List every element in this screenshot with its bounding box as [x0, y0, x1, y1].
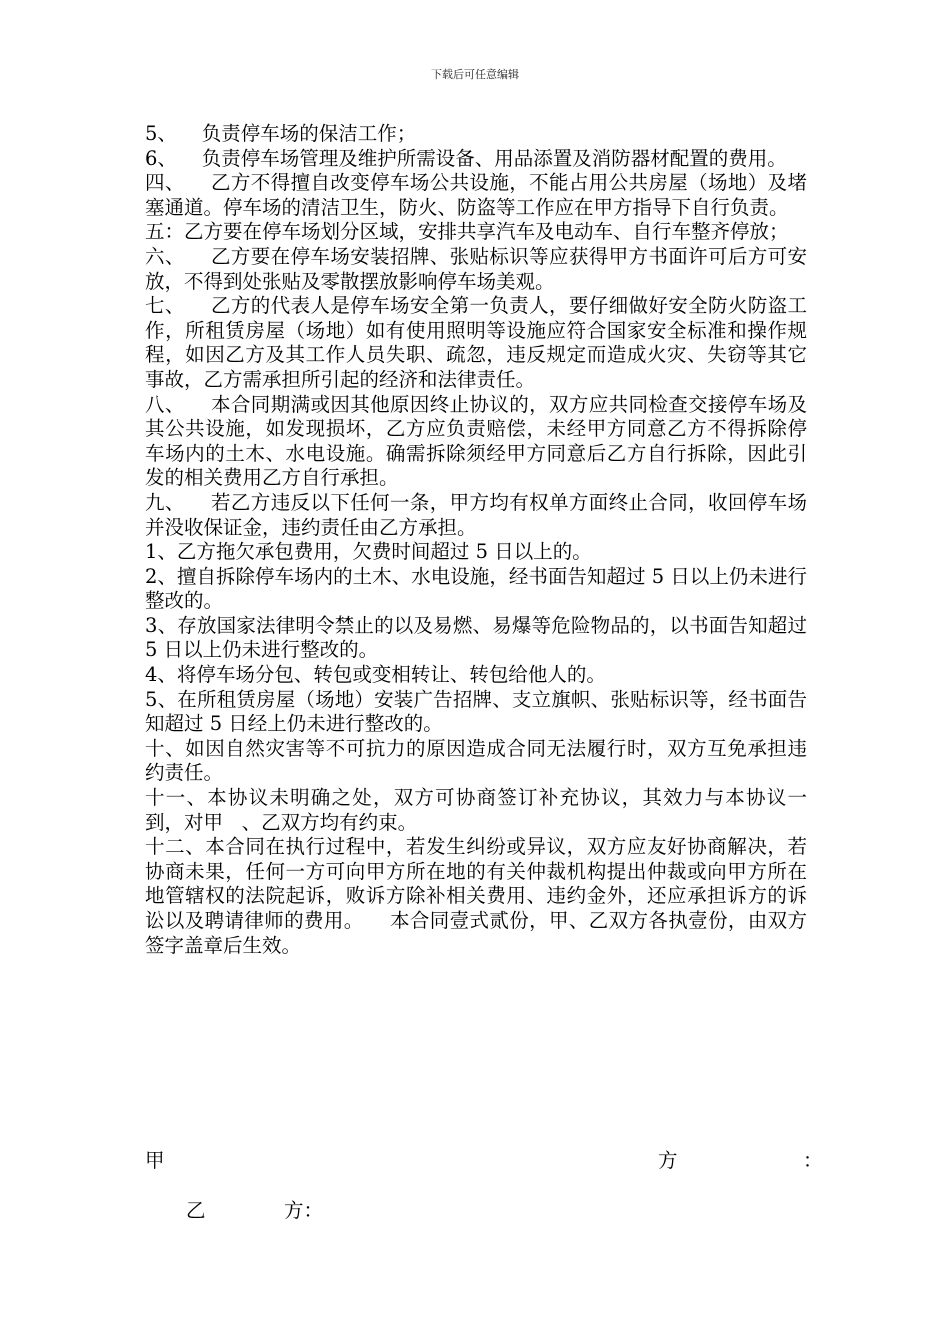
clause-paragraph: 2、擅自拆除停车场内的土木、水电设施，经书面告知超过 5 日以上仍未进行整改的。 [145, 564, 807, 613]
clause-paragraph: 4、将停车场分包、转包或变相转让、转包给他人的。 [145, 663, 606, 687]
party-a-label-char1: 甲 [145, 1149, 165, 1172]
clause-paragraph: 四、 乙方不得擅自改变停车场公共设施，不能占用公共房屋（场地）及堵塞通道。停车场的清洁卫生，防火、防盗等工作应在甲方指导下自行负责。 [145, 171, 807, 219]
clause-paragraph: 5、 负责停车场的保洁工作； [145, 122, 417, 145]
party-a-signature-line [145, 1145, 823, 1175]
clause-paragraph: 6、 负责停车场管理及维护所需设备、用品添置及消防器材配置的费用。 [145, 146, 787, 170]
party-a-label-char2: 方 [658, 1149, 678, 1172]
clause-paragraph: 五：乙方要在停车场划分区域，安排共享汽车及电动车、自行车整齐停放； [145, 220, 789, 244]
clause-paragraph: 5、在所租赁房屋（场地）安装广告招牌、支立旗帜、张贴标识等，经书面告知超过 5 日经上仍未进行整改的。 [145, 687, 807, 736]
clause-paragraph: 九、 若乙方违反以下任何一条，甲方均有权单方面终止合同，收回停车场并没收保证金，违约责任由乙方承担。 [145, 490, 807, 539]
clause-paragraph: 十一、本协议未明确之处，双方可协商签订补充协议，其效力与本协议一到，对甲 、乙双方均有约束。 [145, 786, 807, 834]
clause-paragraph: 六、 乙方要在停车场安装招牌、张贴标识等应获得甲方书面许可后方可安放，不得到处张贴及零散摆放影响停车场美观。 [145, 244, 807, 293]
clause-paragraph: 十二、本合同在执行过程中，若发生纠纷或异议，双方应友好协商解决，若协商未果，任何一方可向甲方所在地的有关仲裁机构提出仲裁或向甲方所在地管辖权的法院起诉，败诉方除补相关费用、违约金外，还应承担诉方的诉讼以及聘请律师的费用。 本合同壹式贰份，甲、乙双方各执壹份，由双方签字盖章后生效。 [145, 835, 807, 957]
clause-paragraph: 1、乙方拖欠承包费用，欠费时间超过 5 日以上的。 [145, 540, 592, 564]
party-b-label-char1: 乙 [186, 1199, 206, 1222]
page-header: 下载后可任意编辑 [431, 68, 519, 81]
clause-paragraph: 十、如因自然灾害等不可抗力的原因造成合同无法履行时，双方互免承担违约责任。 [145, 736, 807, 785]
clause-paragraph: 八、 本合同期满或因其他原因终止协议的，双方应共同检查交接停车场及其公共设施，如发现损坏，乙方应负责赔偿，未经甲方同意乙方不得拆除停车场内的土木、水电设施。确需拆除须经甲方同意后乙方自行拆除，因此引发的相关费用乙方自行承担。 [145, 392, 807, 490]
clause-paragraph: 3、存放国家法律明令禁止的以及易燃、易爆等危险物品的，以书面告知超过 5 日以上仍未进行整改的。 [145, 613, 814, 662]
contract-body [145, 122, 814, 958]
party-b-label-char2: 方： [284, 1199, 324, 1222]
clause-paragraph: 七、 乙方的代表人是停车场安全第一负责人，要仔细做好安全防火防盗工作，所租赁房屋（场地）如有使用照明等设施应符合国家安全标准和操作规程，如因乙方及其工作人员失职、疏忽，违反规定而造成火灾、失窃等其它事故，乙方需承担所引起的经济和法律责任。 [145, 294, 807, 391]
party-a-colon: ： [803, 1149, 823, 1172]
